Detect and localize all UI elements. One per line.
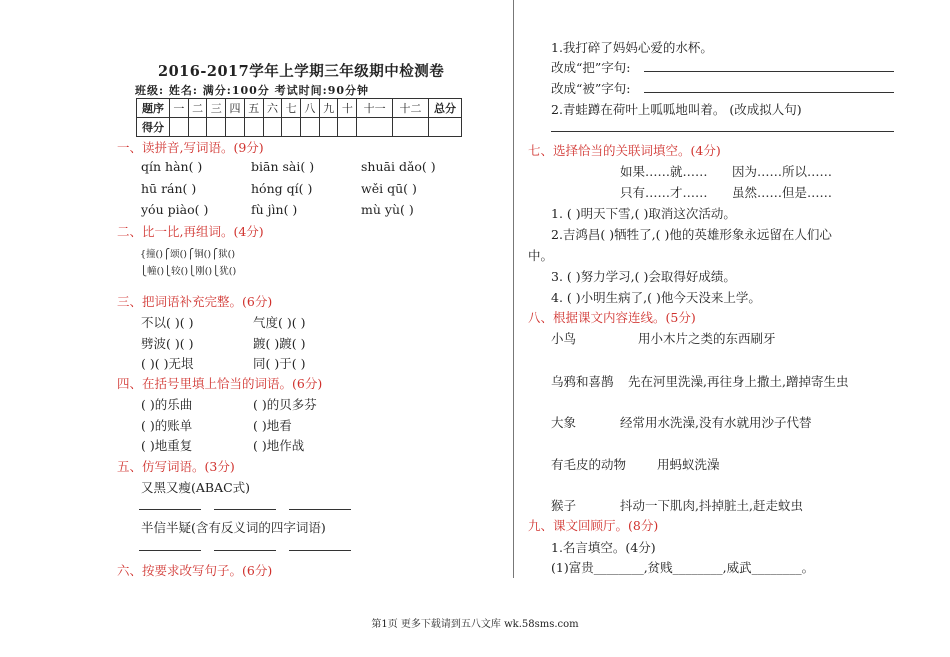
bracket-item: ( )的账单 bbox=[141, 418, 193, 433]
fill-item: 不以( )( ) bbox=[141, 315, 194, 330]
rewrite-q1: 1.我打碎了妈妈心爱的水杯。 bbox=[551, 40, 713, 55]
match-left-item: 猴子 bbox=[551, 498, 577, 513]
section-3-title: 三、把词语补充完整。(6分) bbox=[117, 294, 273, 309]
conjunction-option: 只有……才…… bbox=[620, 185, 708, 200]
section-9-title: 九、课文回顾厅。(8分) bbox=[528, 518, 659, 533]
answer-line bbox=[214, 550, 276, 551]
fill-item: ( )( )无垠 bbox=[141, 356, 194, 371]
match-right-item: 经常用水洗澡,没有水就用沙子代替 bbox=[620, 415, 812, 430]
conjunction-option: 因为……所以…… bbox=[732, 164, 833, 179]
fill-row-1 bbox=[141, 313, 305, 331]
rewrite-q2: 2.青蛙蹲在荷叶上呱呱地叫着。 (改成拟人句) bbox=[551, 102, 802, 117]
pinyin-row-1 bbox=[141, 159, 471, 174]
score-input-cell[interactable] bbox=[226, 118, 245, 137]
match-left-item: 乌鸦和喜鹊 bbox=[551, 374, 614, 389]
page-footer: 第1页 更多下载请到五八文库 wk.58sms.com bbox=[371, 619, 579, 630]
score-header-cell: 十二 bbox=[393, 99, 429, 118]
fill-item: 气度( )( ) bbox=[253, 315, 306, 330]
pinyin-item: yóu piào( ) bbox=[141, 202, 209, 217]
match-left-item: 小鸟 bbox=[551, 331, 577, 346]
score-header-cell: 题序 bbox=[137, 99, 170, 118]
score-header-cell: 五 bbox=[244, 99, 263, 118]
match-right-item: 先在河里洗澡,再往身上撒土,蹭掉寄生虫 bbox=[628, 374, 849, 389]
score-header-cell: 七 bbox=[282, 99, 301, 118]
match-left-item: 大象 bbox=[551, 415, 577, 430]
score-input-cell[interactable] bbox=[357, 118, 393, 137]
review-item-1: 1.名言填空。(4分) bbox=[551, 540, 656, 555]
score-table bbox=[136, 98, 462, 137]
bracket-item: ( )地看 bbox=[253, 418, 292, 433]
score-input-cell[interactable] bbox=[429, 118, 462, 137]
section-7-title: 七、选择恰当的关联词填空。(4分) bbox=[528, 143, 721, 158]
bracket-row-3 bbox=[141, 436, 304, 454]
fill-item: 劈波( )( ) bbox=[141, 336, 194, 351]
score-input-cell[interactable] bbox=[207, 118, 226, 137]
bracket-item: ( )地重复 bbox=[141, 438, 193, 453]
imitate-prompt-1: 又黑又瘦(ABAC式) bbox=[141, 480, 251, 495]
pinyin-item: hū rán( ) bbox=[141, 181, 197, 196]
conjunction-item-2: 2.吉鸿昌( )牺牲了,( )他的英雄形象永远留在人们心 bbox=[551, 227, 832, 242]
section-5-title: 五、仿写词语。(3分) bbox=[117, 459, 235, 474]
score-row-label: 得分 bbox=[137, 118, 170, 137]
pinyin-row-3 bbox=[141, 202, 471, 217]
fill-row-3 bbox=[141, 354, 305, 372]
bracket-item: ( )的乐曲 bbox=[141, 397, 193, 412]
score-header-cell: 二 bbox=[188, 99, 207, 118]
compare-words-box bbox=[140, 246, 240, 280]
match-right-item: 用小木片之类的东西刷牙 bbox=[638, 331, 776, 346]
score-header-cell: 八 bbox=[301, 99, 320, 118]
conjunction-option: 虽然……但是…… bbox=[732, 185, 833, 200]
conjunction-option: 如果……就…… bbox=[620, 164, 708, 179]
answer-line bbox=[644, 92, 894, 93]
score-header-cell: 四 bbox=[226, 99, 245, 118]
score-input-cell[interactable] bbox=[244, 118, 263, 137]
score-input-cell[interactable] bbox=[393, 118, 429, 137]
match-right-item: 用蚂蚁洗澡 bbox=[657, 457, 720, 472]
score-header-cell: 六 bbox=[263, 99, 282, 118]
page-title: 2016-2017学年上学期三年级期中检测卷 bbox=[158, 63, 445, 80]
fill-item: 踱( )踱( ) bbox=[253, 336, 306, 351]
pinyin-item: mù yù( ) bbox=[361, 202, 414, 217]
answer-line bbox=[551, 131, 894, 132]
pinyin-row-2 bbox=[141, 181, 471, 196]
conjunction-item-2-cont: 中。 bbox=[528, 248, 554, 263]
score-input-cell[interactable] bbox=[319, 118, 338, 137]
bracket-item: ( )的贝多芬 bbox=[253, 397, 317, 412]
pinyin-item: biān sài( ) bbox=[251, 159, 315, 174]
bracket-item: ( )地作战 bbox=[253, 438, 305, 453]
score-header-cell: 一 bbox=[170, 99, 189, 118]
answer-line bbox=[289, 509, 351, 510]
fill-item: 同( )于( ) bbox=[253, 356, 306, 371]
answer-line bbox=[644, 71, 894, 72]
review-item-2: (1)富贵________,贫贱________,威武________。 bbox=[551, 560, 815, 575]
section-2-title: 二、比一比,再组词。(4分) bbox=[117, 224, 264, 239]
compare-words-top: {撞()⎧颂()⎧铜()⎧狱() bbox=[140, 249, 236, 260]
answer-line bbox=[139, 550, 201, 551]
score-header-cell: 总分 bbox=[429, 99, 462, 118]
column-divider bbox=[513, 0, 514, 578]
pinyin-item: qín hàn( ) bbox=[141, 159, 203, 174]
score-input-cell[interactable] bbox=[282, 118, 301, 137]
pinyin-item: shuāi dǎo( ) bbox=[361, 159, 436, 174]
score-input-cell[interactable] bbox=[188, 118, 207, 137]
conjunction-item-3: 3. ( )努力学习,( )会取得好成绩。 bbox=[551, 269, 736, 284]
score-header-cell: 十 bbox=[338, 99, 357, 118]
pinyin-item: wěi qū( ) bbox=[361, 181, 417, 196]
imitate-prompt-2: 半信半疑(含有反义词的四字词语) bbox=[141, 520, 326, 535]
rewrite-q1b: 改成“被”字句: bbox=[551, 81, 631, 96]
fill-row-2 bbox=[141, 334, 305, 352]
conjunction-item-4: 4. ( )小明生病了,( )他今天没来上学。 bbox=[551, 290, 761, 305]
student-info-line: 班级: 姓名: 满分:100分 考试时间:90分钟 bbox=[135, 84, 369, 97]
answer-line bbox=[139, 509, 201, 510]
compare-words-bottom: ⎩幢()⎩较()⎩刚()⎩犹() bbox=[140, 266, 237, 277]
bracket-row-2 bbox=[141, 416, 292, 434]
pinyin-item: hóng qí( ) bbox=[251, 181, 313, 196]
rewrite-q1a: 改成“把”字句: bbox=[551, 60, 631, 75]
pinyin-item: fù jìn( ) bbox=[251, 202, 298, 217]
score-input-cell[interactable] bbox=[170, 118, 189, 137]
answer-line bbox=[214, 509, 276, 510]
score-header-cell: 九 bbox=[319, 99, 338, 118]
conjunction-item-1: 1. ( )明天下雪,( )取消这次活动。 bbox=[551, 206, 736, 221]
score-header-cell: 十一 bbox=[357, 99, 393, 118]
match-left-item: 有毛皮的动物 bbox=[551, 457, 627, 472]
section-8-title: 八、根据课文内容连线。(5分) bbox=[528, 310, 696, 325]
section-6-title: 六、按要求改写句子。(6分) bbox=[117, 563, 273, 578]
section-4-title: 四、在括号里填上恰当的词语。(6分) bbox=[117, 376, 323, 391]
score-input-cell[interactable] bbox=[301, 118, 320, 137]
bracket-row-1 bbox=[141, 395, 317, 413]
score-input-cell[interactable] bbox=[263, 118, 282, 137]
match-right-item: 抖动一下肌肉,抖掉脏土,赶走蚊虫 bbox=[620, 498, 803, 513]
answer-line bbox=[289, 550, 351, 551]
score-header-cell: 三 bbox=[207, 99, 226, 118]
score-input-cell[interactable] bbox=[338, 118, 357, 137]
section-1-title: 一、读拼音,写词语。(9分) bbox=[117, 140, 264, 155]
